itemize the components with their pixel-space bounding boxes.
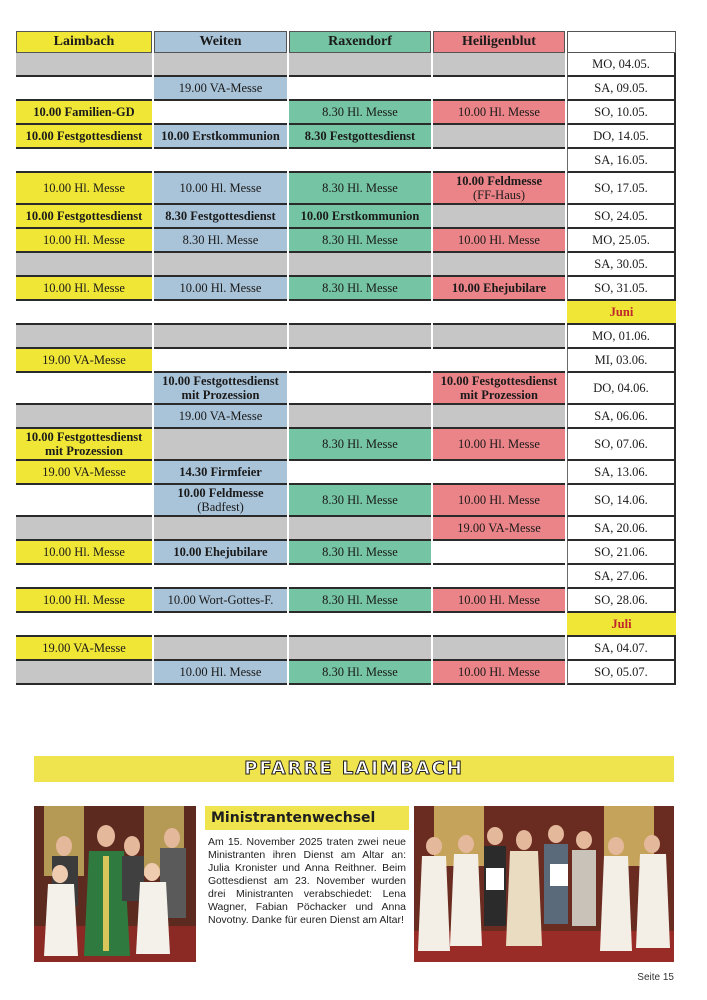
service-cell xyxy=(154,229,287,253)
date-cell: MO, 01.06. xyxy=(567,325,676,349)
service-text: 10.00 Hl. Messe xyxy=(458,437,540,451)
service-cell xyxy=(16,485,152,517)
service-text: 19.00 VA-Messe xyxy=(42,353,126,367)
service-cell xyxy=(154,429,287,461)
service-cell xyxy=(16,125,152,149)
service-cell xyxy=(289,517,431,541)
service-cell xyxy=(289,405,431,429)
service-cell xyxy=(16,637,152,661)
service-cell xyxy=(16,541,152,565)
service-cell xyxy=(16,565,152,589)
service-text: 14.30 Firmfeier xyxy=(179,465,262,479)
date-cell: SO, 14.06. xyxy=(567,485,676,517)
service-cell xyxy=(433,429,565,461)
schedule-row xyxy=(16,429,676,461)
service-cell xyxy=(433,325,565,349)
service-text: 10.00 Hl. Messe xyxy=(179,181,262,195)
service-text: 8.30 Hl. Messe xyxy=(322,105,398,119)
month-label: Juli xyxy=(567,613,676,637)
schedule-row xyxy=(16,589,676,613)
service-text: 8.30 Festgottesdienst xyxy=(304,129,416,143)
service-cell xyxy=(289,589,431,613)
schedule-row xyxy=(16,325,676,349)
service-cell xyxy=(16,53,152,77)
schedule-row xyxy=(16,565,676,589)
service-cell xyxy=(433,149,565,173)
service-cell xyxy=(16,661,152,685)
empty-cell xyxy=(433,301,565,325)
service-cell xyxy=(289,77,431,101)
service-cell xyxy=(154,565,287,589)
service-text: 10.00 Hl. Messe xyxy=(458,665,540,679)
service-subtext: mit Prozession xyxy=(181,388,260,402)
schedule-row xyxy=(16,349,676,373)
service-cell xyxy=(289,637,431,661)
article-body: Am 15. November 2025 traten zwei neue Ministranten ihren Dienst am Altar an: Julia Kronister und Anna Reithner. Beim Gottesdienst am 23. November wurden drei Ministranten verabschiedet: Lena Wagner, Fabian Pöchacker und Anna Novotny. Danke für euren Dienst am Altar! xyxy=(208,836,406,926)
service-text: 10.00 Hl. Messe xyxy=(458,593,540,607)
date-cell: MI, 03.06. xyxy=(567,349,676,373)
service-cell xyxy=(16,149,152,173)
service-cell xyxy=(289,253,431,277)
date-cell: MO, 04.05. xyxy=(567,53,676,77)
date-cell: SA, 20.06. xyxy=(567,517,676,541)
mass-schedule-table xyxy=(14,31,678,685)
service-cell xyxy=(16,205,152,229)
date-cell: SO, 21.06. xyxy=(567,541,676,565)
service-cell xyxy=(16,405,152,429)
service-cell xyxy=(16,325,152,349)
date-cell: SO, 28.06. xyxy=(567,589,676,613)
ministrants-group-photo-left xyxy=(34,806,196,962)
service-cell xyxy=(154,485,287,517)
service-cell xyxy=(16,429,152,461)
service-cell xyxy=(433,173,565,205)
service-subtext: (FF-Haus) xyxy=(472,188,526,202)
service-cell xyxy=(289,461,431,485)
service-cell xyxy=(433,405,565,429)
date-cell: SO, 31.05. xyxy=(567,277,676,301)
service-text: 8.30 Hl. Messe xyxy=(322,493,398,507)
service-cell xyxy=(433,205,565,229)
service-cell xyxy=(289,485,431,517)
empty-cell xyxy=(154,613,287,637)
schedule-row xyxy=(16,661,676,685)
date-cell: SO, 05.07. xyxy=(567,661,676,685)
service-text: 8.30 Hl. Messe xyxy=(322,233,398,247)
date-cell: SA, 04.07. xyxy=(567,637,676,661)
service-cell xyxy=(433,101,565,125)
service-cell xyxy=(289,373,431,405)
date-cell: SA, 27.06. xyxy=(567,565,676,589)
service-cell xyxy=(433,485,565,517)
service-text: 10.00 Ehejubilare xyxy=(451,281,547,295)
empty-cell xyxy=(433,613,565,637)
month-label: Juni xyxy=(567,301,676,325)
service-cell xyxy=(16,461,152,485)
service-cell xyxy=(433,661,565,685)
month-separator-row xyxy=(16,301,676,325)
service-text: 10.00 Feldmesse xyxy=(455,174,543,188)
service-text: 19.00 VA-Messe xyxy=(457,521,541,535)
service-text: 8.30 Hl. Messe xyxy=(322,545,398,559)
service-cell xyxy=(289,229,431,253)
service-cell xyxy=(433,125,565,149)
service-text: 8.30 Hl. Messe xyxy=(182,233,259,247)
service-text: 19.00 VA-Messe xyxy=(42,465,126,479)
service-cell xyxy=(289,325,431,349)
service-cell xyxy=(154,517,287,541)
schedule-row xyxy=(16,517,676,541)
parish-banner xyxy=(34,756,674,782)
service-text: 10.00 Hl. Messe xyxy=(458,493,540,507)
date-cell: SA, 30.05. xyxy=(567,253,676,277)
service-cell xyxy=(433,277,565,301)
service-cell xyxy=(289,541,431,565)
service-text: 10.00 Erstkommunion xyxy=(300,209,420,223)
schedule-row xyxy=(16,461,676,485)
schedule-row xyxy=(16,205,676,229)
header-weiten: Weiten xyxy=(154,31,287,53)
service-text: 19.00 VA-Messe xyxy=(178,81,263,95)
service-cell xyxy=(433,349,565,373)
month-separator-row xyxy=(16,613,676,637)
service-cell xyxy=(154,661,287,685)
schedule-row xyxy=(16,373,676,405)
service-cell xyxy=(154,253,287,277)
schedule-row xyxy=(16,485,676,517)
service-cell xyxy=(154,589,287,613)
service-text: 10.00 Festgottesdienst xyxy=(162,374,279,388)
service-text: 10.00 Familien-GD xyxy=(33,105,135,119)
service-cell xyxy=(289,349,431,373)
service-cell xyxy=(154,277,287,301)
service-cell xyxy=(433,461,565,485)
service-cell xyxy=(289,565,431,589)
service-text: 10.00 Hl. Messe xyxy=(179,665,262,679)
service-cell xyxy=(16,173,152,205)
service-cell xyxy=(433,517,565,541)
service-cell xyxy=(154,349,287,373)
service-text: 10.00 Festgottesdienst xyxy=(440,374,558,388)
service-cell xyxy=(16,77,152,101)
service-cell xyxy=(433,373,565,405)
service-cell xyxy=(154,405,287,429)
service-cell xyxy=(16,101,152,125)
service-cell xyxy=(433,541,565,565)
service-cell xyxy=(433,637,565,661)
date-cell: SA, 06.06. xyxy=(567,405,676,429)
service-text: 10.00 Hl. Messe xyxy=(179,281,262,295)
date-cell: DO, 04.06. xyxy=(567,373,676,405)
service-cell xyxy=(433,53,565,77)
service-text: 8.30 Hl. Messe xyxy=(322,181,398,195)
service-cell xyxy=(16,373,152,405)
ministrants-group-photo-right xyxy=(414,806,674,962)
service-cell xyxy=(16,517,152,541)
schedule-row xyxy=(16,149,676,173)
service-cell xyxy=(289,205,431,229)
header-raxendorf: Raxendorf xyxy=(289,31,431,53)
service-cell xyxy=(289,149,431,173)
service-text: 8.30 Festgottesdienst xyxy=(165,209,276,223)
service-cell xyxy=(154,373,287,405)
service-cell xyxy=(154,101,287,125)
service-text: 8.30 Hl. Messe xyxy=(322,593,398,607)
page-number: Seite 15 xyxy=(637,972,674,983)
service-cell xyxy=(289,661,431,685)
schedule-row xyxy=(16,173,676,205)
schedule-row xyxy=(16,277,676,301)
schedule-row xyxy=(16,541,676,565)
empty-cell xyxy=(289,301,431,325)
service-text: 10.00 Festgottesdienst xyxy=(25,129,143,143)
service-text: 8.30 Hl. Messe xyxy=(322,281,398,295)
service-text: 10.00 Hl. Messe xyxy=(43,593,125,607)
service-text: 10.00 Feldmesse xyxy=(177,486,264,500)
empty-cell xyxy=(16,301,152,325)
service-subtext: mit Prozession xyxy=(460,388,538,402)
service-cell xyxy=(289,53,431,77)
photo-right-illustration xyxy=(414,806,674,962)
date-cell: MO, 25.05. xyxy=(567,229,676,253)
service-cell xyxy=(289,173,431,205)
empty-cell xyxy=(16,613,152,637)
parish-banner-title: PFARRE LAIMBACH xyxy=(244,758,464,779)
service-cell xyxy=(154,77,287,101)
service-text: 19.00 VA-Messe xyxy=(178,409,263,423)
service-cell xyxy=(154,325,287,349)
service-cell xyxy=(16,277,152,301)
header-date xyxy=(567,31,676,53)
schedule-row xyxy=(16,125,676,149)
date-cell: SA, 16.05. xyxy=(567,149,676,173)
service-cell xyxy=(154,637,287,661)
schedule-row xyxy=(16,637,676,661)
service-text: 10.00 Hl. Messe xyxy=(458,233,540,247)
photo-left-illustration xyxy=(34,806,196,962)
service-cell xyxy=(16,589,152,613)
service-text: 10.00 Hl. Messe xyxy=(43,233,125,247)
header-heiligenblut: Heiligenblut xyxy=(433,31,565,53)
service-text: 10.00 Festgottesdienst xyxy=(25,209,143,223)
service-cell xyxy=(154,149,287,173)
service-cell xyxy=(154,205,287,229)
service-text: 10.00 Erstkommunion xyxy=(161,129,280,143)
service-cell xyxy=(433,565,565,589)
service-cell xyxy=(154,173,287,205)
service-text: 19.00 VA-Messe xyxy=(42,641,126,655)
service-cell xyxy=(154,53,287,77)
service-text: 10.00 Hl. Messe xyxy=(43,545,125,559)
service-text: 10.00 Wort-Gottes-F. xyxy=(167,593,274,607)
service-text: 10.00 Festgottesdienst xyxy=(25,430,143,444)
schedule-row xyxy=(16,77,676,101)
schedule-row xyxy=(16,53,676,77)
schedule-header-row xyxy=(16,31,676,53)
schedule-row xyxy=(16,253,676,277)
empty-cell xyxy=(289,613,431,637)
date-cell: SO, 10.05. xyxy=(567,101,676,125)
service-cell xyxy=(289,429,431,461)
service-cell xyxy=(433,589,565,613)
service-cell xyxy=(289,101,431,125)
service-subtext: (Badfest) xyxy=(197,500,244,514)
date-cell: SO, 17.05. xyxy=(567,173,676,205)
service-cell xyxy=(16,253,152,277)
service-text: 10.00 Hl. Messe xyxy=(43,181,125,195)
service-text: 10.00 Hl. Messe xyxy=(43,281,125,295)
date-cell: DO, 14.05. xyxy=(567,125,676,149)
service-subtext: mit Prozession xyxy=(45,444,123,458)
empty-cell xyxy=(154,301,287,325)
service-cell xyxy=(289,125,431,149)
service-cell xyxy=(154,125,287,149)
service-cell xyxy=(154,461,287,485)
schedule-row xyxy=(16,101,676,125)
date-cell: SA, 13.06. xyxy=(567,461,676,485)
service-text: 8.30 Hl. Messe xyxy=(322,665,398,679)
schedule-row xyxy=(16,405,676,429)
service-text: 8.30 Hl. Messe xyxy=(322,437,398,451)
service-cell xyxy=(16,349,152,373)
service-cell xyxy=(289,277,431,301)
header-laimbach: Laimbach xyxy=(16,31,152,53)
service-cell xyxy=(433,253,565,277)
service-cell xyxy=(154,541,287,565)
service-text: 10.00 Hl. Messe xyxy=(458,105,540,119)
date-cell: SO, 07.06. xyxy=(567,429,676,461)
schedule-row xyxy=(16,229,676,253)
date-cell: SO, 24.05. xyxy=(567,205,676,229)
service-cell xyxy=(16,229,152,253)
article-title: Ministrantenwechsel xyxy=(205,806,409,830)
article-ministrant-change xyxy=(205,806,409,927)
date-cell: SA, 09.05. xyxy=(567,77,676,101)
service-cell xyxy=(433,77,565,101)
service-text: 10.00 Ehejubilare xyxy=(173,545,268,559)
service-cell xyxy=(433,229,565,253)
schedule-body xyxy=(16,53,676,685)
